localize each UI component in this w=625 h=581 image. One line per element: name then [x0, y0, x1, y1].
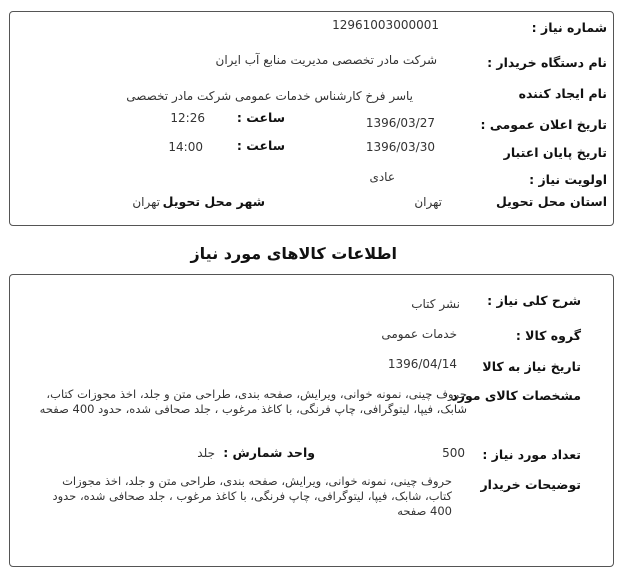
expiry-time: 14:00	[168, 140, 203, 154]
priority-label: اولویت نیاز :	[529, 172, 607, 187]
expiry-time-label: ساعت :	[236, 138, 285, 153]
unit: جلد	[197, 446, 215, 460]
unit-label: واحد شمارش :	[223, 445, 315, 460]
announce-date-label: تاریخ اعلان عمومی :	[480, 117, 607, 132]
creator-label: نام ایجاد کننده	[518, 86, 607, 101]
specs-label: مشخصات کالای مورد	[451, 388, 581, 403]
delivery-province-label: استان محل تحویل	[495, 194, 607, 209]
delivery-city: تهران	[132, 195, 160, 209]
delivery-city-label: شهر محل تحویل	[162, 194, 265, 209]
priority: عادی	[369, 170, 395, 184]
need-number: 1296100300000​1	[332, 18, 439, 32]
expiry-date-label: تاریخ پایان اعتبار	[503, 145, 607, 160]
buyer-notes: حروف چینی، نمونه خوانی، ویرایش، صفحه بندی، طراحی متن و جلد، اخذ مجوزات کتاب، شابک، فیپا، لیتوگرافی، چاپ فرنگی، با کاغذ مرغوب ، جلد صحافی شده، حدود 400 صفحه	[52, 474, 452, 518]
general-desc: نشر کتاب	[411, 297, 460, 311]
announce-time-label: ساعت :	[236, 110, 285, 125]
expiry-date: 1396/03/30	[365, 140, 435, 154]
specs: حروف چینی، نمونه خوانی، ویرایش، صفحه بندی، طراحی متن و جلد، اخذ مجوزات کتاب، شابک، فیپا، لیتوگرافی، چاپ فرنگی، با کاغذ مرغوب ، جلد صحافی شده، حدود 400 صفحه	[39, 387, 467, 416]
need-details-box	[9, 274, 614, 567]
quantity-label: تعداد مورد نیاز :	[482, 447, 581, 462]
section-title: اطلاعات کالاهای مورد نیاز	[190, 244, 397, 263]
goods-group-label: گروه کالا :	[515, 328, 581, 343]
need-number-label: شماره نیاز :	[531, 20, 607, 35]
announce-date: 1396/03/27	[365, 116, 435, 130]
need-date: 1396/04/14	[387, 357, 457, 371]
announce-time: 12:26	[170, 111, 205, 125]
goods-group: خدمات عمومی	[381, 327, 457, 341]
general-desc-label: شرح کلی نیاز :	[487, 293, 581, 308]
buyer-org: شرکت مادر تخصصی مدیریت منابع آب ایران	[215, 53, 437, 67]
need-date-label: تاریخ نیاز به کالا	[482, 359, 581, 374]
delivery-province: تهران	[414, 195, 442, 209]
creator: یاسر فرخ کارشناس خدمات عمومی شرکت مادر تخصصی	[126, 89, 413, 103]
quantity: 500	[442, 446, 465, 460]
buyer-notes-label: توضیحات خریدار	[480, 477, 581, 492]
buyer-org-label: نام دستگاه خریدار :	[487, 55, 607, 70]
